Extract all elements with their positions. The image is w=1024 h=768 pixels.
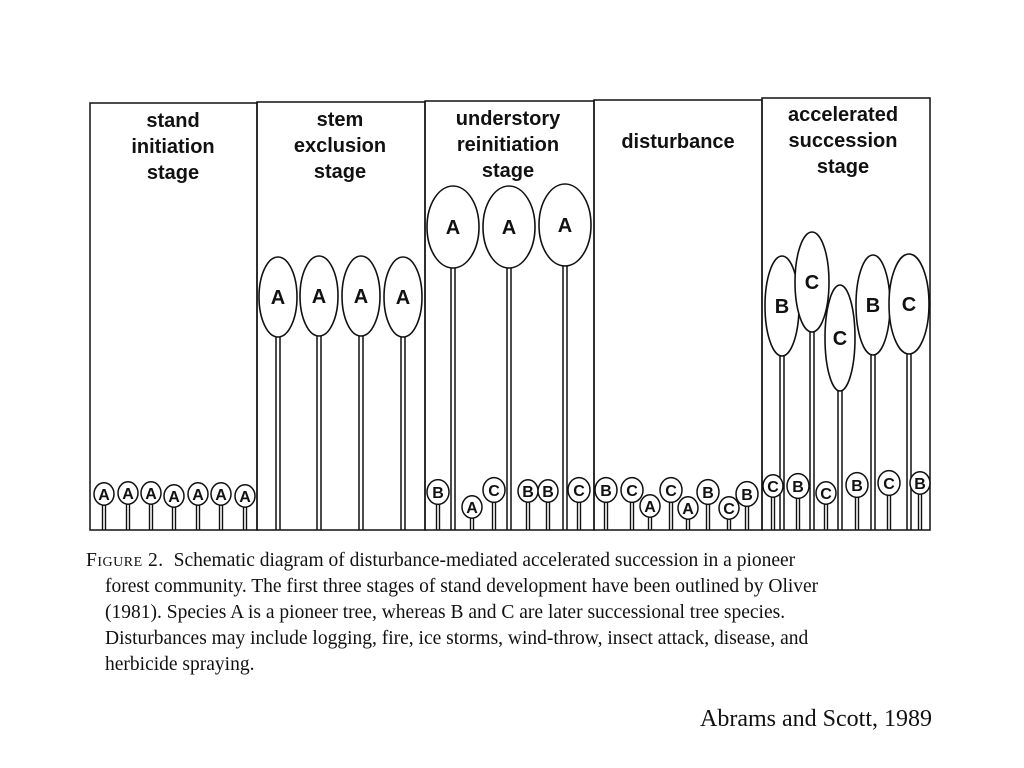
seedling-C (568, 478, 590, 530)
tree-species-label: C (901, 294, 917, 316)
seedling-species-label: A (466, 500, 478, 517)
seedling-species-label: C (883, 476, 895, 493)
caption-line-5: herbicide spraying. (105, 654, 255, 675)
seedling-species-label: A (239, 489, 251, 506)
seedling-B (595, 478, 617, 530)
seedling-C (483, 478, 505, 530)
seedling-species-label: B (792, 479, 804, 496)
seedling-species-label: B (522, 484, 534, 501)
stage-title-understory-reinitiation: reinitiation (456, 134, 560, 156)
seedling-C (816, 482, 836, 530)
seedling-B (427, 480, 449, 530)
seedling-B (697, 480, 719, 530)
seedling-A (141, 482, 161, 530)
stage-title-stem-exclusion: stage (313, 161, 367, 183)
tree-species-label: B (865, 295, 881, 317)
seedling-B (910, 472, 930, 530)
stage-title-disturbance: disturbance (621, 131, 735, 153)
seedling-species-label: A (215, 487, 227, 504)
caption-line-1: Schematic diagram of disturbance-mediated accelerated succession in a pioneer (173, 550, 796, 571)
caption-line-4: Disturbances may include logging, fire, ice storms, wind-throw, insect attack, disease, and (105, 628, 809, 649)
seedling-species-label: C (723, 501, 735, 518)
caption-label: Figure 2. (86, 550, 164, 571)
seedling-species-label: B (851, 478, 863, 495)
seedling-A (678, 497, 698, 530)
seedling-species-label: B (702, 485, 714, 502)
seedling-species-label: B (600, 483, 612, 500)
seedling-species-label: C (665, 483, 677, 500)
seedling-species-label: A (98, 487, 110, 504)
tall-tree-A (384, 257, 422, 530)
tree-species-label: A (557, 215, 573, 237)
seedling-species-label: C (820, 486, 832, 503)
tree-species-label: C (804, 272, 820, 294)
seedling-species-label: C (573, 483, 585, 500)
tree-species-label: B (774, 296, 790, 318)
tree-species-label: A (270, 287, 286, 309)
tall-tree-A (259, 257, 297, 530)
stage-title-stem-exclusion: exclusion (293, 135, 387, 157)
stage-title-stand-initiation: stand (146, 110, 200, 132)
stage-title-accelerated-succession: stage (816, 156, 870, 178)
seedling-species-label: A (644, 499, 656, 516)
seedling-species-label: C (767, 479, 779, 496)
seedling-A (164, 485, 184, 530)
stage-title-understory-reinitiation: stage (481, 160, 535, 182)
tree-species-label: A (395, 287, 411, 309)
seedling-species-label: C (488, 483, 500, 500)
tree-species-label: A (501, 217, 517, 239)
seedling-species-label: C (626, 483, 638, 500)
caption-line-2: forest community. The first three stages of stand development have been outlined by Oliver (105, 576, 819, 597)
seedling-species-label: B (741, 487, 753, 504)
seedling-C (878, 471, 900, 530)
tree-species-label: A (311, 286, 327, 308)
citation: Abrams and Scott, 1989 (700, 706, 932, 732)
seedling-A (462, 496, 482, 530)
seedling-B (518, 480, 538, 530)
tree-species-label: C (832, 328, 848, 350)
figure-caption (86, 548, 946, 678)
seedling-A (211, 483, 231, 530)
tall-tree-A (300, 256, 338, 530)
seedling-A (235, 485, 255, 530)
seedling-species-label: A (192, 487, 204, 504)
seedling-B (787, 474, 809, 530)
tree-species-label: A (353, 286, 369, 308)
seedling-species-label: A (168, 489, 180, 506)
seedling-B (538, 480, 558, 530)
stage-title-stand-initiation: stage (146, 162, 200, 184)
seedling-B (846, 473, 868, 530)
caption-line-3: (1981). Species A is a pioneer tree, whereas B and C are later successional tree species. (105, 602, 786, 623)
seedling-species-label: B (914, 476, 926, 493)
stage-title-understory-reinitiation: understory (455, 108, 561, 130)
seedling-species-label: B (542, 484, 554, 501)
seedling-A (188, 483, 208, 530)
seedling-species-label: A (145, 486, 157, 503)
stage-title-stem-exclusion: stem (316, 109, 364, 131)
stage-title-accelerated-succession: accelerated (787, 104, 899, 126)
seedling-species-label: B (432, 485, 444, 502)
tall-tree-A (342, 256, 380, 530)
seedling-A (94, 483, 114, 530)
panel-disturbance (594, 100, 762, 530)
seedling-species-label: A (682, 501, 694, 518)
seedling-A (640, 495, 660, 530)
tall-tree-A (427, 186, 479, 530)
tree-species-label: A (445, 217, 461, 239)
stage-title-stand-initiation: initiation (131, 136, 215, 158)
seedling-species-label: A (122, 486, 134, 503)
seedling-A (118, 482, 138, 530)
stage-title-accelerated-succession: succession (788, 130, 898, 152)
seedling-C (719, 497, 739, 530)
